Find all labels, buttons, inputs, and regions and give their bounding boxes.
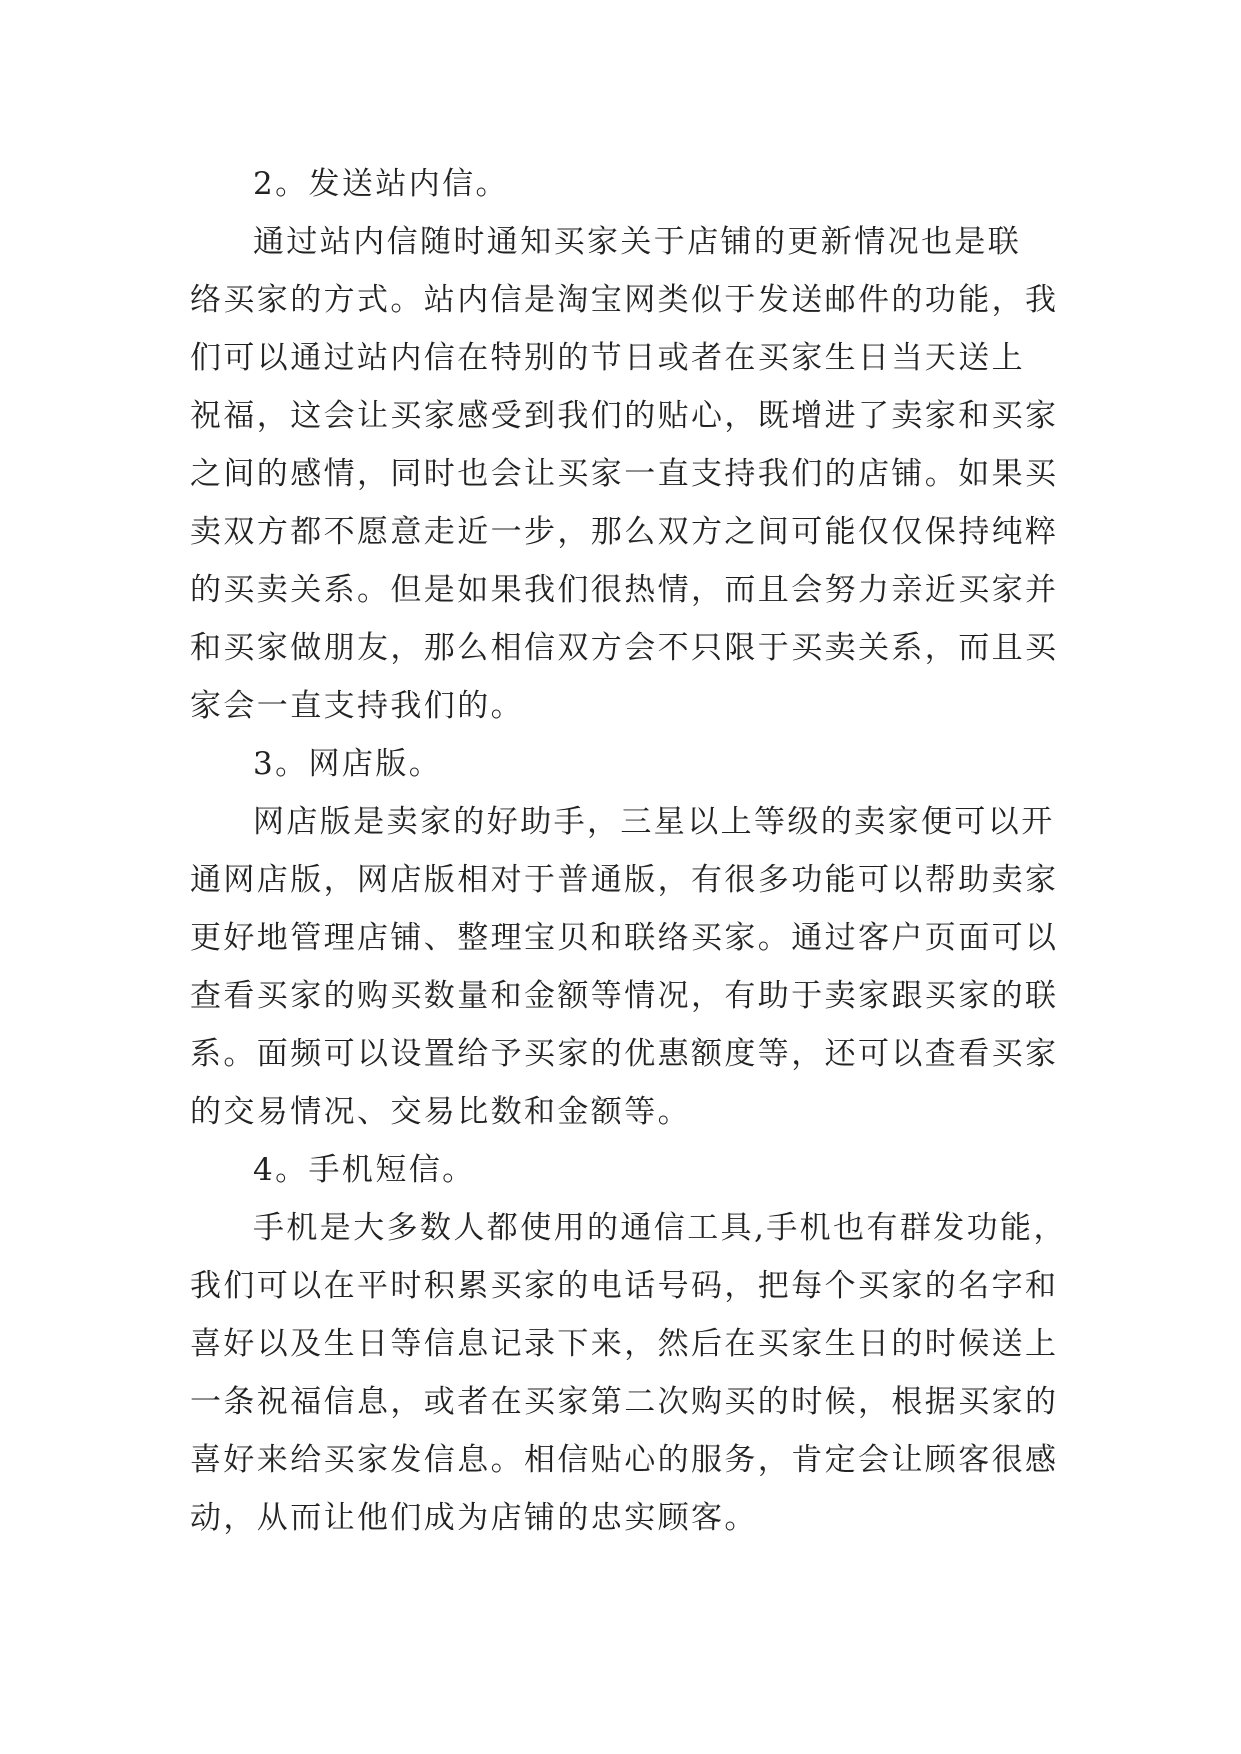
- section-heading-4: 4。手机短信。: [253, 1152, 476, 1188]
- paragraph-line: 之间的感情，同时也会让买家一直支持我们的店铺。如果买: [190, 456, 1059, 492]
- paragraph-line: 卖双方都不愿意走近一步，那么双方之间可能仅仅保持纯粹: [190, 514, 1059, 550]
- paragraph-line: 一条祝福信息，或者在买家第二次购买的时候，根据买家的: [190, 1384, 1059, 1420]
- section-heading-2: 2。发送站内信。: [253, 166, 509, 202]
- paragraph-line: 喜好以及生日等信息记录下来，然后在买家生日的时候送上: [190, 1326, 1059, 1362]
- paragraph-line: 网店版是卖家的好助手，三星以上等级的卖家便可以开: [253, 804, 1055, 840]
- paragraph-line: 的买卖关系。但是如果我们很热情，而且会努力亲近买家并: [190, 572, 1059, 608]
- paragraph-line: 手机是大多数人都使用的通信工具,手机也有群发功能，: [253, 1210, 1067, 1246]
- document-body: [190, 155, 1067, 1547]
- paragraph-line: 动，从而让他们成为店铺的忠实顾客。: [190, 1500, 758, 1536]
- paragraph-line: 的交易情况、交易比数和金额等。: [190, 1094, 691, 1130]
- paragraph-line: 更好地管理店铺、整理宝贝和联络买家。通过客户页面可以: [190, 920, 1059, 956]
- paragraph-line: 祝福，这会让买家感受到我们的贴心，既增进了卖家和买家: [190, 398, 1059, 434]
- paragraph-line: 系。面频可以设置给予买家的优惠额度等，还可以查看买家: [190, 1036, 1059, 1072]
- paragraph-line: 我们可以在平时积累买家的电话号码，把每个买家的名字和: [190, 1268, 1059, 1304]
- paragraph-line: 家会一直支持我们的。: [190, 688, 524, 724]
- paragraph-line: 查看买家的购买数量和金额等情况，有助于卖家跟买家的联: [190, 978, 1059, 1014]
- paragraph-line: 喜好来给买家发信息。相信贴心的服务，肯定会让顾客很感: [190, 1442, 1059, 1478]
- paragraph-line: 们可以通过站内信在特别的节日或者在买家生日当天送上: [190, 340, 1025, 376]
- paragraph-line: 和买家做朋友，那么相信双方会不只限于买卖关系，而且买: [190, 630, 1059, 666]
- paragraph-line: 络买家的方式。站内信是淘宝网类似于发送邮件的功能，我: [190, 282, 1059, 318]
- paragraph-line: 通网店版，网店版相对于普通版，有很多功能可以帮助卖家: [190, 862, 1059, 898]
- section-heading-3: 3。网店版。: [253, 746, 443, 782]
- paragraph-line: 通过站内信随时通知买家关于店铺的更新情况也是联: [253, 224, 1022, 260]
